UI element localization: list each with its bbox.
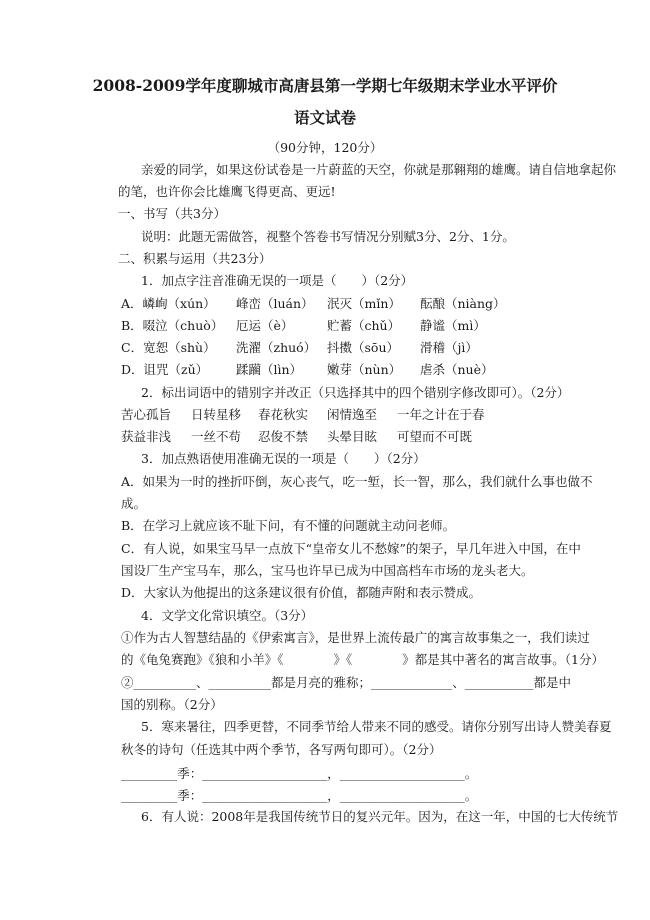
intro-line-1: 亲爱的同学，如果这份试卷是一片蔚蓝的天空，你就是那翱翔的雄鹰。请自信地拿起你 xyxy=(141,162,617,177)
q1-option-b-4: 静谧（mì） xyxy=(420,318,486,333)
q4-stem: 4．文学文化常识填空。（3分） xyxy=(141,608,314,623)
q1-option-b-3: 贮蓄（chǔ） xyxy=(327,318,401,333)
q1-option-c-2: 洗濯（zhuó） xyxy=(236,340,317,355)
exam-title: 2008-2009学年度聊城市高唐县第一学期七年级期末学业水平评价 xyxy=(92,76,558,95)
q4-part1-line-2: 的《龟兔赛跑》《狼和小羊》《 》《 》都是其中著名的寓言故事。（1分） xyxy=(121,652,604,667)
q2-word-6: 获益非浅 xyxy=(121,429,172,444)
exam-subtitle: 语文试卷 xyxy=(293,108,356,127)
q1-option-d-4: 虐杀（nuè） xyxy=(420,362,494,377)
q3-stem: 3．加点熟语使用准确无误的一项是（ ）（2分） xyxy=(141,451,426,466)
q1-option-a-2: 峰峦（luán） xyxy=(236,296,314,311)
q2-stem: 2．标出词语中的错别字并改正（只选择其中的四个错别字修改即可）。（2分） xyxy=(141,385,570,400)
section1-heading: 一、书写（共3分） xyxy=(118,206,226,221)
q1-option-d-1: D．诅咒（zǔ） xyxy=(121,362,209,377)
q1-option-b-1: B．啜泣（chuò） xyxy=(121,318,224,333)
q5-stem-line-1: 5．寒来暑往，四季更替，不同季节给人带来不同的感受。请你分别写出诗人赞美春夏 xyxy=(141,719,612,734)
intro-line-2: 的笔，也许你会比雄鹰飞得更高、更远! xyxy=(118,184,336,199)
q2-word-5: 一年之计在于春 xyxy=(397,407,485,422)
q1-option-a-1: A．嶙峋（xún） xyxy=(121,296,216,311)
q1-option-d-2: 蹂躏（lìn） xyxy=(236,362,303,377)
q3-option-c-line-2: 国设厂生产宝马车，那么，宝马也许早已成为中国高档车市场的龙头老大。 xyxy=(121,563,534,578)
q3-option-b: B．在学习上就应该不耻下问，有不懂的问题就主动问老师。 xyxy=(121,518,456,533)
q2-word-2: 日转星移 xyxy=(191,407,242,422)
q4-part1-line-1: ①作为古人智慧结晶的《伊索寓言》，是世界上流传最广的寓言故事集之一，我们读过 xyxy=(121,630,590,645)
q5-blank-1: _________季：____________________，____________________。 xyxy=(121,766,478,781)
q1-option-a-3: 泯灭（mǐn） xyxy=(327,296,401,311)
q2-word-8: 忍俊不禁 xyxy=(258,429,309,444)
exam-time-score: （90分钟，120分） xyxy=(267,140,383,155)
section1-note: 说明：此题无需做答，视整个答卷书写情况分别赋3分、2分、1分。 xyxy=(141,229,515,244)
q2-word-9: 头晕目眩 xyxy=(327,429,378,444)
q4-part2-line-2: 国的别称。（2分） xyxy=(121,697,223,712)
q1-stem: 1．加点字注音准确无误的一项是（ ）（2分） xyxy=(141,273,414,288)
section2-heading: 二、积累与运用（共23分） xyxy=(118,251,272,266)
q1-option-c-4: 滑稽（jì） xyxy=(420,340,478,355)
q2-word-7: 一丝不苟 xyxy=(191,429,242,444)
q2-word-10: 可望而不可既 xyxy=(397,429,473,444)
q1-option-a-4: 酝酿（niàng） xyxy=(420,296,506,311)
q2-word-4: 闲情逸至 xyxy=(327,407,378,422)
q3-option-c-line-1: C．有人说，如果宝马早一点放下“皇帝女儿不愁嫁”的架子，早几年进入中国，在中 xyxy=(121,541,581,556)
q3-option-a-line-2: 成。 xyxy=(121,496,147,511)
q5-stem-line-2: 秋冬的诗句（任选其中两个季节，各写两句即可）。（2分） xyxy=(121,742,442,757)
q6-stem: 6．有人说：2008年是我国传统节日的复兴元年。因为，在这一年，中国的七大传统节 xyxy=(141,809,619,824)
q1-option-d-3: 嫩芽（nùn） xyxy=(327,362,402,377)
q2-word-3: 春花秋实 xyxy=(258,407,309,422)
q1-option-c-1: C．宽恕（shù） xyxy=(121,340,216,355)
q4-part2-line-1: ②__________、__________都是月亮的雅称；_____________、___________都是中 xyxy=(121,675,572,690)
q1-option-c-3: 抖擞（sōu） xyxy=(327,340,399,355)
q5-blank-2: _________季：____________________，____________________。 xyxy=(121,788,478,803)
q3-option-d: D．大家认为他提出的这条建议很有价值，都随声附和表示赞成。 xyxy=(121,585,482,600)
q1-option-b-2: 厄运（è） xyxy=(236,318,294,333)
q3-option-a-line-1: A．如果为一时的挫折吓倒，灰心丧气，吃一堑，长一智，那么，我们就什么事也做不 xyxy=(121,474,593,489)
q2-word-1: 苦心孤旨 xyxy=(121,407,172,422)
